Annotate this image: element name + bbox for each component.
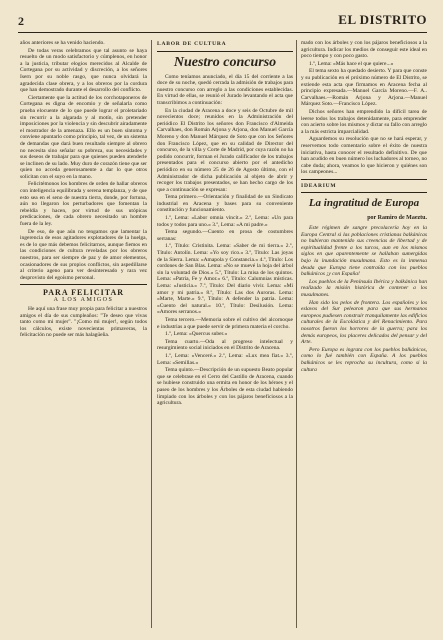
paragraph: Tema tercero.—Memoria sobre el cultivo del alcornoque e industrias a que puede servir de primera materia el corcho. — [157, 316, 293, 330]
paragraph: Tema cuarto.—Oda al progreso intelectual y resurgimiento social iniciados en el Distrito de Aracena. — [157, 338, 293, 352]
section-divider — [301, 179, 427, 180]
paragraph: Aguardemos su resolución que no se hará esperar, y reservemos todo comentario sobre el éxito de nuestra iniciativa, hasta conocer el resultado definitivo. De que han acudido en buen número los luchadores al torneo, no cabe duda; ahora, veamos lo que hicieron y quiénes son los campeones... — [301, 136, 427, 176]
section-divider — [20, 284, 147, 285]
paragraph: Tema segundo.—Cuento en prosa de costumbres serranas: — [157, 229, 293, 242]
paragraph: Dichos señores han emprendido la difícil tarea de leerse todos los trabajos detenidamente, para emprender con acierto sobre los mismos y dictar su fallo con arreglo a la más estricta imparcialidad. — [301, 108, 427, 135]
masthead: EL DISTRITO — [338, 12, 427, 27]
paragraph: Como teníamos anunciado, el día 15 del corriente a las doce de su noche, quedó cerrada la admisión de trabajos para nuestro concurso con arreglo a las condiciones establecidas. En virtud de ellas, se reunió el Jurado levantando el acta que transcribimos a continuación: — [157, 73, 293, 106]
column-rule — [296, 40, 297, 628]
paragraph: Tema primero.—Orientación y finalidad de un Sindicato industrial en Aracena y bases para su conveniente constitución y funcionamiento. — [157, 194, 293, 214]
column-middle — [157, 40, 293, 630]
paragraph: He aquí una frase muy propia para felicitar a nuestros amigos el día de sus cumpleaños: "Te deseo que vivas tanto como mi mujer". "¡Como mi mujer!, según todos los cálculos, existe novecientas primaveras, la felicitación no puede ser más halagüeña. — [20, 305, 147, 339]
paragraph: De todas veras celebramos que tal asunto se haya resuelto de un modo satisfactorio y cúmplenos, en honor a la justicia, tributar elogios merecidos al Alcalde de Cortegana por su actividad y discreción, a los señores Isern por su noble rasgo, que nunca olvidará la agradecida clase obrera, y a los obreros por la cordura que han demostrado durante el desarrollo del conflicto. — [20, 47, 147, 94]
paragraph: 1.º, Lema: «Más hace el que quiere...» — [309, 60, 394, 67]
paragraph: 1.º, Lema: «Venceré.» 2.º, Lema: «Lux mea fiat.» 3.º, Lema: «Semillas.» — [157, 352, 293, 366]
page-number: 2 — [18, 14, 24, 28]
paragraph: Ciertamente que la actitud de los corchotaponeros de Cortegana es digna de encomio y de señalarla como prueba elocuente de lo que puede lograr el proletariado sin recurrir a la algarada y al motín, sin pretender imposiciones por la violencia y sin descubrir airadamente el mostrador de la amenaza. Ello es un buen síntoma y conviene apuntarlo como principio, tal vez, de un sistema de demandas que dará buen resultado siempre al obrero no necesita sino señalar su pobreza, sus necesidades y sus deseos de trabajar para que quienes pueden atenderle se inclinen de su lado. Muy duro de corazón tiene que ser quien no acceda generosamente a dar lo que otros solicitan con el suyo en la mano. — [20, 94, 147, 180]
section-label: IDEARIUM — [301, 182, 337, 189]
paragraph: mado con los árboles y con los pájaros beneficiosos a la agricultura. Indicar los medios de conseguir este ideal en poco tiempo y con poco gasto. — [301, 40, 427, 60]
paragraph: años anteriores se ha venido haciendo. — [20, 40, 105, 46]
paragraph: Tema quinto.—Descripción de un supuesto Beato popular que se celebrase en el Cerro del Castillo de Aracena, cuando se hubiese construido una ermita en honor de los héroes y el paseo de los hombres y los Árboles de esta ciudad habiendo limpiado con los árboles y con los pájaros beneficiosos a la agricultura. — [157, 367, 293, 407]
paragraph: Los pueblos de la Península Ibérica y balkánica han realizado la misión histórica de contener a los musulmanes. — [301, 278, 427, 298]
byline: por Ramiro de Maeztu. — [367, 215, 427, 222]
paragraph: Felicitémonos los hombres de orden de hallar obreros con inteligencia equilibrada y serena templanza, y de que esto sea en el seno de nuestra tierra, donde, por fortuna, aún no llegaron los perturbadores que fomentan la rebeldía y hacen, por virtud de sus utópicas predicaciones, de cada obrero necesitado un hombre fuera de la ley. — [20, 181, 147, 228]
paragraph: El tema sexto ha quedado desierto. Y para que conste y su publicación en el próximo número de El Distrito, se extiende esta acta que firmamos en Aracena fecha al principio expresada.—Manuel García Moreno.—F. A.. Carvalhaes.—Román Arjona y Arjona.—Manuel Márquez Soto.—Francisco López. — [301, 68, 427, 108]
paragraph: De eso, de que aún no tengamos que lamentar la ingerencia de esos agitadores explotadores de la huelga, es de lo que más debemos felicitarnos, aunque fiemos en las condiciones de cultura reveladas por los obreros nuestros, para ser siempre de paz y de amor elementos, ocasionadores de sus propios conflictos, sin aspedillarse al criterio ageno para ver desinteresado y rara vez desprovisto del egoísmo personal. — [20, 228, 147, 281]
page-header — [18, 10, 427, 33]
felicitar-subtitle: A LOS AMIGOS — [53, 297, 114, 304]
paragraph: 1.º, Título: Cristinita. Lema: «Saber de mi tierra.» 2.º, Título: Antolín. Lema: «Yo soy rico.» 3.º, Título: Las joyas de la Sierra. Lema: «Amapola y Constancia.» 4.º, Título: Los cordones de San Blas. Lema: «No se muevé la hoja del árbol sin la voluntad de Dios.» 5.º, Título: La misa de los quintos. Lema: «Patria, Fe y Amor.» 6.º, Título: Calumnias místicas. Lema: «Justicia.» 7.º, Título: Del diario vivir. Lema: «Mi amor y mi patria.» 8.º, Título: Las dos Auroras. Lema: «Marte, Marte.» 9.º, Título: A defender la patria. Lema: «Cuento del natural.» 10.º, Título: Desilusión. Lema: «Amores serranos.» — [157, 243, 293, 316]
paragraph: Este régimen de sangre precolacería hoy en la Europa Central si las poblaciones cristianas balkánicas no hubieran mantenido sus creencias de libertad y de espiritualidad frente a los turcos, aun en los mismos siglos en que aparentemente se hallaban sumergidas bajo la inundación musulmana. Esto es la inmensa deuda que Europa tiene contraída con los pueblos balkánicos ¡y con España! — [301, 225, 427, 278]
article-title: La ingratitud de Europa — [308, 197, 420, 210]
column-left — [20, 40, 147, 630]
article-body — [301, 225, 427, 373]
paragraph: En la ciudad de Aracena a doce y seis de Octubre de mil novecientos doce; reunidos en la Administración del periódico El Distrito los señores don Francisco d'Almeida Carvalhaes, don Román Arjona y Arjona, don Manuel García Moreno y don Manuel Márquez de Soto que con los Señores don Francisco López, que en su calidad de Director del concurso, de la villa y Corte de Madrid, por cuya razón no ha podido concurrir, forman el Jurado calificador de los trabajos presentados para el concurso abierto por el antedicho periódico en su número 25 de 26 de Agosto último, con el Administrador de dicha publicación al objeto de abrir y recoger los trabajos presentados, se han hecho cargo de los que a continuación se expresan: — [157, 107, 293, 193]
column-rule — [151, 40, 152, 628]
article-title: Nuestro concurso — [173, 54, 277, 70]
paragraph: 1.º, Lema: «Labor omnia vincit.» 2.º, Lema: «Un para todos y todos para uno.» 3.º, Lema: «A mi padre.» — [157, 215, 293, 228]
section-divider — [301, 192, 427, 193]
felicitar-title: PARA FELICITAR — [42, 288, 125, 298]
section-label: LABOR DE CULTURA — [157, 41, 227, 47]
paragraph: 1.º, Lema: «Quercus suber.» — [165, 331, 228, 338]
column-right — [301, 40, 427, 630]
paragraph: Han sido los pelos de frontera. Los españoles y los eslavos del Sur pelearon para que sus hermanos europeos pudiesen construir tranquilamente las edificios culturales de la Escolástica y del Renacimiento. Para nosotros fueron los horrores de la guerra; para los demás europeos, los placeres delicados del pensar y del Arte. — [301, 299, 427, 346]
paragraph: Pero Europa es ingrata con los pueblos balkánicos, como lo fué también con España. A los pueblos balkánicos se les reprocha su incultura, como si la cultura — [301, 346, 427, 373]
section-divider — [157, 51, 293, 52]
